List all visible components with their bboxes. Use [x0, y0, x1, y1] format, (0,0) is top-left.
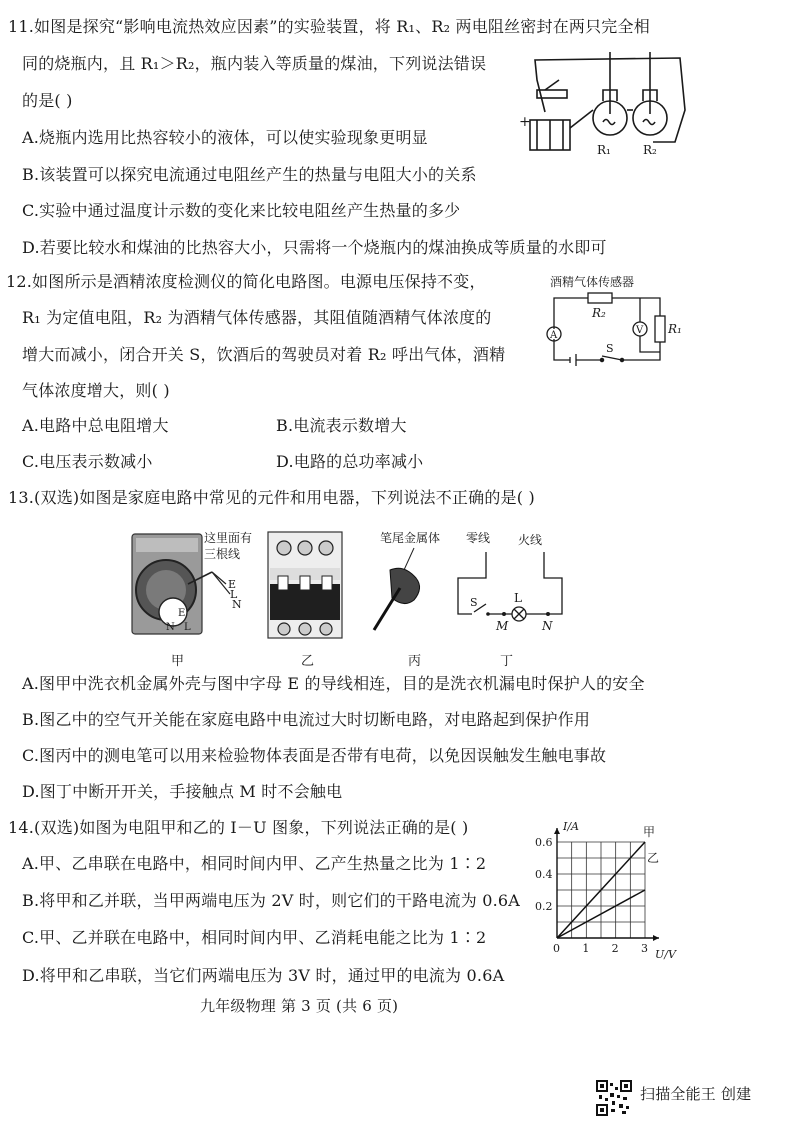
jia-plug-l-label: L: [184, 622, 191, 633]
q13-caption-yi: 乙: [301, 654, 315, 669]
q11-option-c: C.实验中通过温度计示数的变化来比较电阻丝产生热量的多少: [22, 201, 461, 220]
ding-point-m-label: M: [496, 619, 509, 633]
q11-stem-line3: 的是( ): [22, 91, 73, 110]
q14-stem: 14.(双选)如图为电阻甲和乙的 I－U 图象，下列说法正确的是( ): [8, 818, 469, 837]
x-tick-label: 2: [611, 942, 619, 955]
q13-option-d: D.图丁中断开开关，手接触点 M 时不会触电: [22, 782, 343, 801]
x-axis-label: U/V: [655, 948, 676, 961]
q13-figure-bing: [360, 530, 450, 635]
q13-caption-bing: 丙: [408, 654, 422, 669]
q14-option-a: A.甲、乙串联在电路中，相同时间内甲、乙产生热量之比为 1∶2: [22, 854, 487, 873]
q11-stem-line2: 同的烧瓶内，且 R₁＞R₂，瓶内装入等质量的煤油，下列说法错误: [22, 54, 487, 73]
jia-note-line2: 三根线: [204, 547, 241, 561]
q13-caption-ding: 丁: [500, 654, 514, 669]
battery-plus-label: +: [519, 114, 531, 130]
y-axis-label: I/A: [563, 820, 579, 833]
q13-option-a: A.图甲中洗衣机金属外壳与图中字母 E 的导线相连，目的是洗衣机漏电时保护人的安全: [22, 674, 645, 693]
ding-switch-s-label: S: [470, 596, 478, 609]
x-tick-label: 3: [641, 942, 648, 955]
page-footer: 九年级物理 第 3 页 (共 6 页): [200, 997, 399, 1015]
jia-plug-e-label: E: [178, 608, 186, 619]
q13-figure-jia: [128, 528, 253, 643]
q11-apparatus-figure: [515, 50, 690, 160]
ding-lamp-l-label: L: [514, 591, 522, 605]
y-tick-label: 0.4: [535, 868, 553, 881]
scanner-watermark: 扫描全能王 创建: [640, 1085, 752, 1103]
q11-option-b: B.该装置可以探究电流通过电阻丝产生的热量与电阻大小的关系: [22, 165, 477, 184]
jia-plug-n-label: N: [166, 622, 175, 633]
voltmeter-label: V: [636, 325, 644, 336]
y-tick-label: 0.6: [535, 836, 553, 849]
q12-option-d: D.电路的总功率减小: [276, 452, 424, 471]
x-tick-label: 0: [553, 942, 560, 955]
jia-wire-l-label: L: [230, 588, 238, 601]
x-tick-label: 1: [582, 942, 590, 955]
q13-option-b: B.图乙中的空气开关能在家庭电路中电流过大时切断电路，对电路起到保护作用: [22, 710, 591, 729]
y-tick-label: 0.2: [535, 900, 553, 913]
iu-chart-svg: [535, 818, 685, 963]
q12-option-c: C.电压表示数减小: [22, 452, 153, 471]
sensor-title-label: 酒精气体传感器: [550, 275, 635, 289]
q13-figure-yi: [266, 528, 346, 643]
ding-neutral-label: 零线: [466, 531, 491, 545]
series-label-jia: 甲: [643, 825, 656, 839]
x-axis-arrow: [653, 935, 659, 941]
q14-option-c: C.甲、乙并联在电路中，相同时间内甲、乙消耗电能之比为 1∶2: [22, 928, 487, 947]
switch-s-label: S: [606, 342, 614, 355]
q14-option-d: D.将甲和乙串联，当它们两端电压为 3V 时，通过甲的电流为 0.6A: [22, 966, 505, 985]
r1-label: R₁: [668, 322, 682, 336]
q13-stem: 13.(双选)如图是家庭电路中常见的元件和用电器，下列说法不正确的是( ): [8, 488, 535, 507]
q13-caption-jia: 甲: [171, 654, 185, 669]
q14-iu-chart: [535, 818, 685, 963]
y-axis-arrow: [554, 828, 560, 834]
q13-figure-ding: [452, 530, 567, 635]
ding-live-label: 火线: [518, 533, 543, 547]
q14-option-b: B.将甲和乙并联，当甲两端电压为 2V 时，则它们的干路电流为 0.6A: [22, 891, 521, 910]
q12-stem-line3: 增大而减小，闭合开关 S，饮酒后的驾驶员对着 R₂ 呼出气体，酒精: [22, 345, 506, 364]
q13-option-c: C.图丙中的测电笔可以用来检验物体表面是否带有电荷，以免因误触发生触电事故: [22, 746, 607, 765]
q12-option-b: B.电流表示数增大: [276, 416, 407, 435]
jia-note-line1: 这里面有: [204, 531, 253, 545]
bing-note-label: 笔尾金属体: [380, 531, 441, 545]
flask-r1-label: R₁: [597, 143, 611, 157]
jia-wire-n-label: N: [232, 598, 242, 611]
r2-label: R₂: [592, 306, 606, 320]
ding-point-n-label: N: [542, 619, 553, 633]
q11-stem-line1: 11.如图是探究“影响电流热效应因素”的实验装置，将 R₁、R₂ 两电阻丝密封在两只完全相: [8, 17, 650, 36]
jia-wire-e-label: E: [228, 578, 237, 591]
q11-option-a: A.烧瓶内选用比热容较小的液体，可以使实验现象更明显: [22, 128, 428, 147]
q12-stem-line2: R₁ 为定值电阻，R₂ 为酒精气体传感器，其阻值随酒精气体浓度的: [22, 308, 492, 327]
flask-r2-label: R₂: [643, 143, 657, 157]
q12-stem-line4: 气体浓度增大，则( ): [22, 381, 170, 400]
qr-code-icon: [596, 1080, 632, 1116]
series-label-yi: 乙: [647, 851, 660, 865]
q12-option-a: A.电路中总电阻增大: [22, 416, 169, 435]
q12-stem-line1: 12.如图所示是酒精浓度检测仪的简化电路图。电源电压保持不变，: [6, 272, 486, 291]
q11-option-d: D.若要比较水和煤油的比热容大小，只需将一个烧瓶内的煤油换成等质量的水即可: [22, 238, 607, 257]
q12-circuit-figure: [540, 272, 690, 372]
ammeter-label: A: [550, 330, 558, 341]
